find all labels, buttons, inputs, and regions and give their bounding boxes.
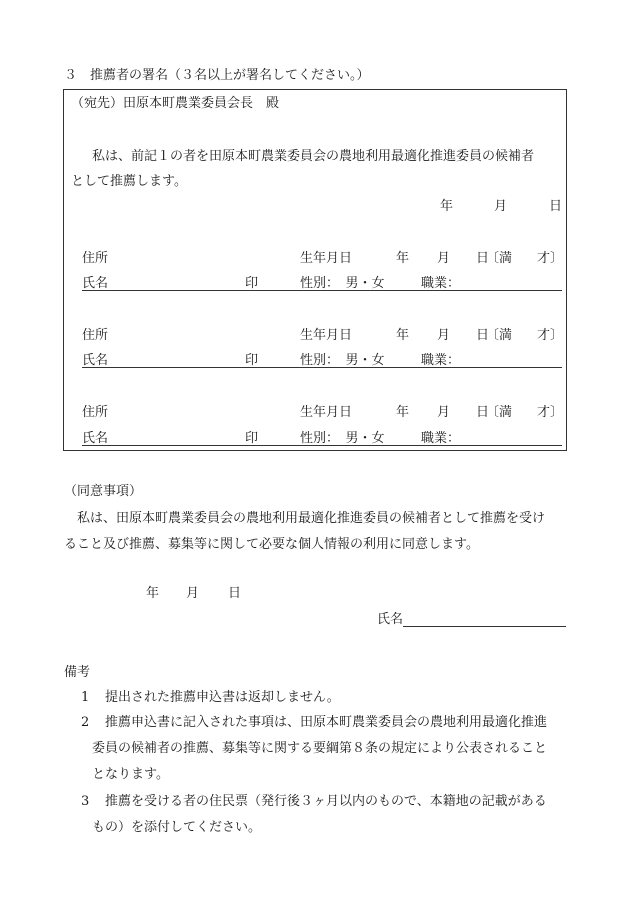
age-open: 〔満: [486, 328, 513, 343]
remark-text: 推薦を受ける者の住民票（発行後３ヶ月以内のもので、本籍地の記載がある: [105, 794, 547, 809]
signature-underline: [82, 367, 562, 368]
dob-month: 月: [437, 251, 451, 266]
address-label: 住所: [82, 405, 109, 420]
remark-text: 推薦申込書に記入された事項は、田原本町農業委員会の農地利用最適化推進: [105, 715, 548, 730]
occupation-label: 職業：: [421, 276, 461, 291]
signature-underline: [82, 290, 562, 291]
age-close: 才〕: [537, 251, 564, 266]
remark-number: 2: [81, 715, 90, 730]
gender-field: 性別： 男・女: [300, 276, 385, 291]
dob-year: 年: [396, 251, 410, 266]
name-label: 氏名: [82, 276, 109, 291]
dob-year: 年: [396, 405, 410, 420]
remark-text: となります。: [92, 767, 169, 782]
gender-field: 性別： 男・女: [300, 431, 385, 446]
section-title: ３ 推薦者の署名（３名以上が署名してください。）: [64, 68, 370, 83]
dob-month: 月: [437, 328, 451, 343]
dob-day: 日: [476, 328, 490, 343]
seal-mark: 印: [245, 276, 259, 291]
consent-line-2: ること及び推薦、募集等に関して必要な個人情報の利用に同意します。: [64, 537, 479, 552]
age-close: 才〕: [537, 328, 564, 343]
box-date-year: 年: [440, 199, 454, 214]
seal-mark: 印: [245, 431, 259, 446]
address-label: 住所: [82, 328, 109, 343]
recommendation-box: [63, 89, 567, 451]
consent-heading: （同意事項）: [64, 484, 143, 499]
name-label: 氏名: [82, 431, 109, 446]
remarks-heading: 備考: [64, 665, 91, 680]
box-date-day: 日: [549, 199, 563, 214]
name-label: 氏名: [82, 353, 109, 368]
dob-label: 生年月日: [300, 328, 353, 343]
age-open: 〔満: [486, 251, 513, 266]
remark-number: 3: [81, 794, 90, 809]
gender-field: 性別： 男・女: [300, 353, 385, 368]
consent-date-day: 日: [228, 586, 242, 601]
consent-name-label: 氏名: [377, 612, 404, 627]
dob-label: 生年月日: [300, 251, 353, 266]
age-close: 才〕: [537, 405, 564, 420]
remark-text: もの）を添付してください。: [92, 820, 262, 835]
addressee: （宛先）田原本町農業委員会長 殿: [71, 96, 280, 111]
remark-text: 提出された推薦申込書は返却しません。: [105, 690, 340, 705]
statement-line-1: 私は、前記１の者を田原本町農業委員会の農地利用最適化推進委員の候補者: [92, 149, 535, 164]
seal-mark: 印: [245, 353, 259, 368]
consent-line-1: 私は、田原本町農業委員会の農地利用最適化推進委員の候補者として推薦を受け: [77, 511, 546, 526]
dob-day: 日: [476, 405, 490, 420]
address-label: 住所: [82, 251, 109, 266]
dob-label: 生年月日: [300, 405, 353, 420]
dob-day: 日: [476, 251, 490, 266]
dob-month: 月: [437, 405, 451, 420]
remark-text: 委員の候補者の推薦、募集等に関する要綱第８条の規定により公表されること: [92, 741, 548, 756]
signature-underline: [82, 445, 562, 446]
occupation-label: 職業：: [421, 353, 461, 368]
box-date-month: 月: [494, 199, 508, 214]
statement-line-2: として推薦します。: [71, 174, 187, 189]
age-open: 〔満: [486, 405, 513, 420]
remark-number: 1: [81, 690, 90, 705]
consent-date-year: 年: [146, 586, 160, 601]
dob-year: 年: [396, 328, 410, 343]
consent-name-line: [403, 626, 566, 627]
consent-date-month: 月: [186, 586, 200, 601]
occupation-label: 職業：: [421, 431, 461, 446]
